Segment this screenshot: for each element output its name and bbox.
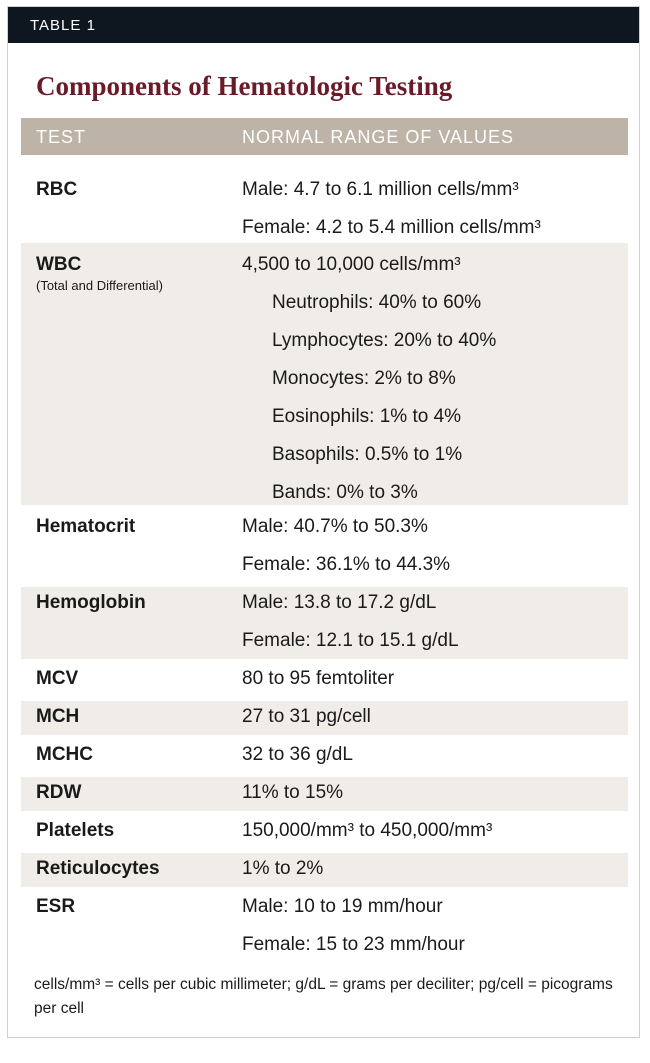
table-title: Components of Hematologic Testing <box>36 71 453 101</box>
range-value: Male: 40.7% to 50.3% <box>242 516 428 537</box>
header-range: NORMAL RANGE OF VALUES <box>242 127 515 147</box>
range-value: 27 to 31 pg/cell <box>242 706 371 727</box>
row-reticulocytes <box>21 853 628 887</box>
test-name: MCV <box>36 668 79 689</box>
range-value: Male: 13.8 to 17.2 g/dL <box>242 592 437 613</box>
range-value: Female: 36.1% to 44.3% <box>242 554 451 575</box>
table-label: TABLE 1 <box>30 17 96 34</box>
table-header-row <box>21 118 628 155</box>
header-test: TEST <box>36 127 87 147</box>
test-name: MCHC <box>36 744 93 765</box>
row-esr <box>21 891 628 965</box>
range-value: 80 to 95 femtoliter <box>242 668 395 689</box>
range-value: 150,000/mm³ to 450,000/mm³ <box>242 820 493 841</box>
row-rdw <box>21 777 628 811</box>
footnote: cells/mm³ = cells per cubic millimeter; g/dL = grams per deciliter; pg/cell = picograms per cell <box>34 976 613 1017</box>
range-value: 32 to 36 g/dL <box>242 744 353 765</box>
row-rbc <box>21 155 628 241</box>
range-value: 1% to 2% <box>242 858 324 879</box>
test-name: ESR <box>36 896 76 917</box>
test-name: RBC <box>36 179 78 200</box>
differential-value: Basophils: 0.5% to 1% <box>272 444 463 465</box>
table-card <box>7 6 640 1038</box>
differential-value: Bands: 0% to 3% <box>272 482 418 503</box>
range-value: Female: 15 to 23 mm/hour <box>242 934 465 955</box>
differential-value: Eosinophils: 1% to 4% <box>272 406 462 427</box>
test-subtitle: (Total and Differential) <box>36 278 163 293</box>
row-mchc <box>21 739 628 773</box>
range-value: Female: 12.1 to 15.1 g/dL <box>242 630 459 651</box>
range-value: 4,500 to 10,000 cells/mm³ <box>242 254 461 275</box>
row-platelets <box>21 815 628 849</box>
differential-value: Lymphocytes: 20% to 40% <box>272 330 497 351</box>
range-value: Male: 10 to 19 mm/hour <box>242 896 443 917</box>
test-name: MCH <box>36 706 80 727</box>
test-name: Platelets <box>36 820 115 841</box>
row-wbc <box>21 243 628 505</box>
test-name: Reticulocytes <box>36 858 160 879</box>
table-label-bar <box>8 7 639 43</box>
row-hematocrit <box>21 510 628 584</box>
row-hemoglobin <box>21 587 628 659</box>
differential-value: Neutrophils: 40% to 60% <box>272 292 482 313</box>
range-value: 11% to 15% <box>242 782 344 803</box>
range-value: Female: 4.2 to 5.4 million cells/mm³ <box>242 217 541 238</box>
differential-value: Monocytes: 2% to 8% <box>272 368 456 389</box>
test-name: WBC <box>36 254 82 275</box>
row-mcv <box>21 663 628 697</box>
row-mch <box>21 701 628 735</box>
range-value: Male: 4.7 to 6.1 million cells/mm³ <box>242 179 519 200</box>
test-name: RDW <box>36 782 82 803</box>
test-name: Hematocrit <box>36 516 136 537</box>
test-name: Hemoglobin <box>36 592 146 613</box>
